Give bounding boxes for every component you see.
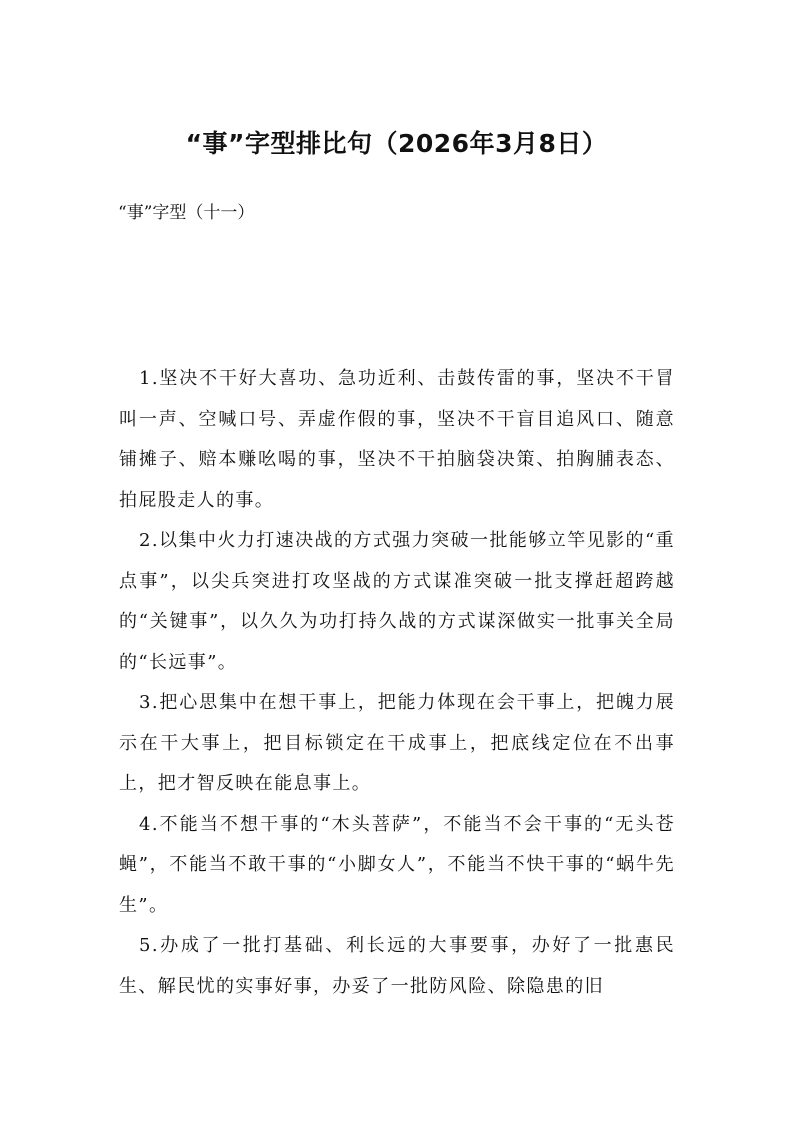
paragraph-4: 4.不能当不想干事的“木头菩萨”，不能当不会干事的“无头苍蝇”，不能当不敢干事的“小脚女人”，不能当不快干事的“蜗牛先生”。 bbox=[119, 813, 675, 916]
document-body bbox=[119, 359, 675, 1007]
paragraph-1: 1.坚决不干好大喜功、急功近利、击鼓传雷的事，坚决不干冒叫一声、空喊口号、弄虚作假的事，坚决不干盲目追风口、随意铺摊子、赔本赚吆喝的事，坚决不干拍脑袋决策、拍胸脯表态、拍屁股走人的事。 bbox=[119, 368, 675, 511]
document-subtitle: “事”字型（十一） bbox=[118, 203, 255, 223]
paragraph-5: 5.办成了一批打基础、利长远的大事要事，办好了一批惠民生、解民忧的实事好事，办妥了一批防风险、除隐患的旧 bbox=[119, 935, 675, 997]
paragraph-3: 3.把心思集中在想干事上，把能力体现在会干事上，把魄力展示在干大事上，把目标锁定在干成事上，把底线定位在不出事上，把才智反映在能息事上。 bbox=[119, 692, 675, 794]
document-title: “事”字型排比句（2026年3月8日） bbox=[185, 129, 608, 158]
paragraph-2: 2.以集中火力打速决战的方式强力突破一批能够立竿见影的“重点事”，以尖兵突进打攻坚战的方式谋准突破一批支撑赶超跨越的“关键事”，以久久为功打持久战的方式谋深做实一批事关全局的“长远事”。 bbox=[119, 530, 675, 673]
